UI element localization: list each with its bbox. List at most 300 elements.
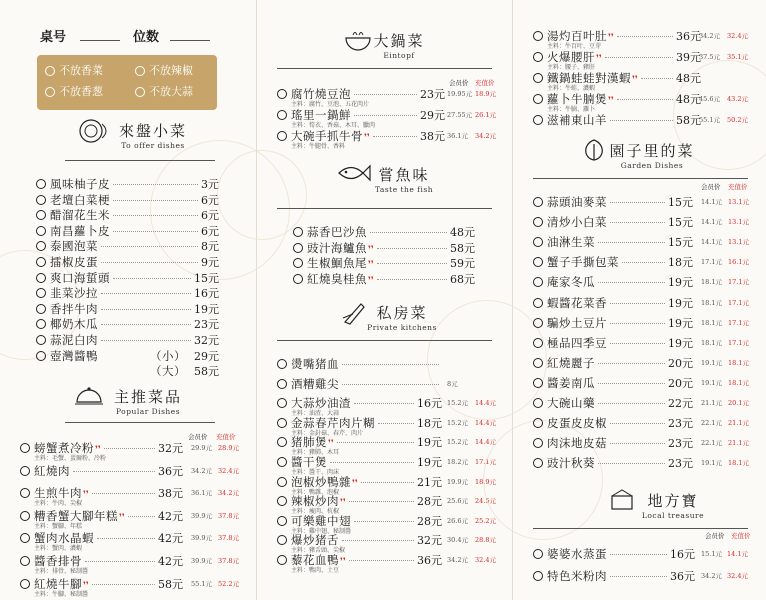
item-select-radio[interactable] <box>533 458 543 468</box>
item-select-radio[interactable] <box>277 89 287 99</box>
item-name: 豉汁海鱸魚 <box>307 240 367 255</box>
item-ingredients: 主料：毛蟹、蛋爾粉、冷粉 <box>34 455 107 462</box>
menu-item-row[interactable] <box>533 214 693 230</box>
leader-dots <box>377 248 447 249</box>
member-price: 27.55元 <box>447 111 473 119</box>
item-name: 瑤里一鍋鮮 <box>291 108 351 122</box>
leader-dots <box>370 232 447 233</box>
item-ingredients: 主料：鴨雜、泡椒 <box>291 488 340 496</box>
section-divider <box>533 178 748 179</box>
item-select-radio[interactable] <box>20 533 30 543</box>
item-select-radio[interactable] <box>277 496 287 506</box>
spicy-icon: ❜❜ <box>632 75 638 85</box>
menu-item-row[interactable] <box>277 376 442 392</box>
item-name: 鐵鍋蛙蛙對漢蝦 <box>547 71 631 85</box>
item-price: 20元 <box>668 376 693 390</box>
item-select-radio[interactable] <box>277 131 287 141</box>
cabbage-icon <box>581 138 607 162</box>
leader-dots <box>617 99 673 100</box>
member-price: 22.1元 <box>701 419 722 428</box>
option-radio[interactable] <box>45 66 55 76</box>
option-no-coriander[interactable]: 不放香菜 <box>45 62 103 78</box>
leader-dots <box>349 560 414 561</box>
item-name: 油淋生菜 <box>547 235 595 250</box>
item-select-radio[interactable] <box>533 549 543 559</box>
recharge-price-header: 充值价 <box>216 433 236 441</box>
recharge-price: 14.4元 <box>475 418 496 427</box>
leader-dots <box>92 493 155 494</box>
item-name: 大碗山藥 <box>547 396 595 410</box>
item-name: 螃蟹煮冷粉 <box>34 441 94 455</box>
menu-column-3 <box>512 0 766 600</box>
item-price: 8元 <box>201 240 219 254</box>
leader-dots <box>113 231 198 232</box>
item-name: 南昌蘿卜皮 <box>50 223 110 238</box>
member-price: 8元 <box>447 379 458 388</box>
menu-item-row[interactable] <box>36 285 219 301</box>
item-select-radio[interactable] <box>277 398 287 408</box>
menu-item-row[interactable] <box>533 335 693 351</box>
item-name: 老壇白菜梗 <box>50 192 110 207</box>
item-select-radio[interactable] <box>277 359 287 369</box>
item-price: 58元 <box>450 241 475 255</box>
item-name: 紅燒牛腳 <box>34 576 82 591</box>
item-price: 15元 <box>194 271 219 285</box>
menu-item-row[interactable] <box>36 207 219 223</box>
item-select-radio[interactable] <box>277 555 287 565</box>
section-header-cold: 來盤小菜 To offer dishes <box>118 122 187 150</box>
item-price: 58元 <box>158 577 183 591</box>
recharge-price: 16.1元 <box>728 258 749 267</box>
leader-dots <box>378 423 414 424</box>
item-price: 19元 <box>668 276 693 290</box>
recharge-price: 13.1元 <box>728 198 749 206</box>
item-ingredients: 主料：腐竹、豆泡、五花肉片 <box>291 101 370 108</box>
item-select-radio[interactable] <box>36 273 46 283</box>
item-ingredients: 主料：牛百叶、豆芽 <box>547 43 602 50</box>
member-price-header: 会员价 <box>188 433 208 441</box>
menu-item-row[interactable] <box>293 271 475 287</box>
item-name: 豉汁秋葵 <box>547 456 595 471</box>
recharge-price: 18.9元 <box>475 90 496 98</box>
item-select-radio[interactable] <box>533 398 543 408</box>
leader-dots <box>610 423 665 424</box>
recharge-price-header: 充值价 <box>728 183 748 191</box>
menu-item-row[interactable] <box>533 355 693 371</box>
member-price: 34.2元 <box>701 571 722 580</box>
leader-dots <box>128 516 155 517</box>
item-select-radio[interactable] <box>36 179 46 189</box>
option-no-garlic[interactable]: 不放大蒜 <box>135 83 193 99</box>
item-select-radio[interactable] <box>533 378 543 388</box>
seat-count-field[interactable] <box>170 40 210 41</box>
item-price: 15元 <box>668 216 693 230</box>
item-select-radio[interactable] <box>533 438 543 448</box>
option-no-chili[interactable]: 不放辣椒 <box>135 62 193 78</box>
item-name: 極品四季豆 <box>547 335 607 350</box>
item-name: 蟹肉水晶蝦 <box>34 531 94 546</box>
item-select-radio[interactable] <box>36 210 46 220</box>
item-select-radio[interactable] <box>20 556 30 566</box>
item-name: 蟹子手撕包菜 <box>547 255 619 270</box>
item-price: 19元 <box>194 302 219 316</box>
member-price: 26.6元 <box>447 516 468 525</box>
item-ingredients: 主料：豬肺、木耳 <box>291 449 340 457</box>
item-select-radio[interactable] <box>36 319 46 329</box>
item-price: 32元 <box>417 534 442 548</box>
item-select-radio[interactable] <box>20 466 30 476</box>
item-name: 皮蛋皮皮椒 <box>547 416 607 431</box>
recharge-price: 18.1元 <box>728 358 749 367</box>
item-select-radio[interactable] <box>533 73 543 83</box>
item-price: 6元 <box>201 209 219 223</box>
item-price: 18元 <box>668 256 693 270</box>
spicy-icon: ❜❜ <box>368 244 374 255</box>
member-price: 37.5元 <box>699 53 720 61</box>
item-price: 15元 <box>668 196 693 209</box>
item-name: 醬干煲 <box>291 455 327 469</box>
item-ingredients: 主料：牛肉、尖椒 <box>34 500 83 508</box>
item-name: 擂椒皮蛋 <box>50 255 98 269</box>
item-select-radio[interactable] <box>36 257 46 267</box>
menu-item-row[interactable] <box>533 234 693 250</box>
item-ingredients: 主料：排骨、秘制醬 <box>34 568 89 575</box>
member-price: 55.1元 <box>699 116 720 124</box>
item-price: 29元 <box>420 109 445 122</box>
item-price: 23元 <box>194 318 219 332</box>
member-price: 18.1元 <box>701 298 722 307</box>
item-name: 肉沫地皮菇 <box>547 436 607 451</box>
member-price: 21.1元 <box>701 399 722 407</box>
member-price: 45.6元 <box>699 95 720 103</box>
item-price: 28元 <box>417 495 442 509</box>
item-name: 風味柚子皮 <box>50 177 110 191</box>
item-ingredients: 主料：腰子、豬肝 <box>547 64 596 71</box>
item-select-radio[interactable] <box>36 195 46 205</box>
menu-item-row[interactable] <box>36 363 219 379</box>
item-price: 19元 <box>668 296 693 310</box>
item-select-radio[interactable] <box>36 335 46 345</box>
item-ingredients: 主料：醬干、肉沫 <box>291 469 340 476</box>
item-price: 9元 <box>201 256 219 269</box>
item-select-radio[interactable] <box>293 227 303 237</box>
item-ingredients: 主料：牛蛙、濃蝦 <box>547 85 596 92</box>
recharge-price: 37.8元 <box>218 511 239 520</box>
menu-item-row[interactable] <box>533 568 695 584</box>
member-price: 55.1元 <box>191 579 212 588</box>
menu-item-row[interactable] <box>533 435 693 451</box>
menu-item-row[interactable] <box>533 546 695 562</box>
menu-item-row[interactable] <box>533 112 701 128</box>
member-price: 19.1元 <box>701 378 722 387</box>
member-price: 25.6元 <box>447 497 468 506</box>
plate-icon <box>78 118 112 144</box>
leader-dots <box>104 448 155 449</box>
item-name: 香拌牛肉 <box>50 301 98 316</box>
item-price: 42元 <box>158 509 183 523</box>
item-price: 38元 <box>420 130 445 143</box>
recharge-price: 24.5元 <box>475 497 496 506</box>
item-name: 辣椒炒肉 <box>291 494 339 509</box>
option-radio[interactable] <box>135 87 145 97</box>
item-name: 婆婆水蒸蛋 <box>547 547 607 561</box>
item-select-radio[interactable] <box>293 258 303 268</box>
item-price: 32元 <box>158 442 183 455</box>
recharge-price: 35.1元 <box>727 53 748 61</box>
option-no-scallion[interactable]: 不放香葱 <box>45 83 103 99</box>
recharge-price: 14.4元 <box>475 438 496 447</box>
menu-item-row[interactable] <box>36 223 219 239</box>
item-select-radio[interactable] <box>293 274 303 284</box>
menu-item-row[interactable] <box>36 301 219 317</box>
item-select-radio[interactable] <box>533 318 543 328</box>
item-price: 21元 <box>417 475 442 489</box>
item-price: 36元 <box>676 30 701 43</box>
menu-item-row[interactable] <box>20 463 183 479</box>
item-price: 36元 <box>417 554 442 567</box>
table-number-label: 桌号 <box>40 30 67 45</box>
spicy-icon: ❜❜ <box>83 580 89 591</box>
menu-item-row[interactable] <box>533 254 693 270</box>
item-ingredients: 主料：金針菇、春芹、肉片 <box>291 429 364 437</box>
recharge-price: 18.1元 <box>728 459 749 468</box>
item-select-radio[interactable] <box>533 237 543 247</box>
item-price: 68元 <box>450 272 475 286</box>
recharge-price: 43.2元 <box>727 95 748 103</box>
leader-dots <box>97 538 155 539</box>
leader-dots <box>361 482 414 483</box>
item-name: 大蒜炒油渣 <box>291 396 351 411</box>
item-select-radio[interactable] <box>277 516 287 526</box>
item-price: 29元 <box>194 349 219 363</box>
menu-item-row[interactable] <box>533 415 693 431</box>
menu-item-row[interactable] <box>293 255 475 271</box>
leader-dots <box>354 521 414 522</box>
item-price: 36元 <box>158 464 183 478</box>
member-price: 17.1元 <box>701 258 722 267</box>
item-ingredients: 主料：瘦肉、杭椒 <box>291 508 340 516</box>
item-select-radio[interactable] <box>20 511 30 521</box>
option-radio[interactable] <box>135 66 145 76</box>
recharge-price: 25.2元 <box>475 516 496 525</box>
recharge-price: 17.1元 <box>728 338 749 347</box>
item-name: 椰奶木瓜 <box>50 317 98 332</box>
menu-item-row[interactable] <box>277 356 442 372</box>
menu-item-row[interactable] <box>533 194 693 210</box>
leader-dots <box>342 364 439 365</box>
item-select-radio[interactable] <box>533 257 543 267</box>
leader-dots <box>598 463 665 464</box>
item-select-radio[interactable] <box>36 304 46 314</box>
member-price: 14.1元 <box>701 218 722 227</box>
leader-dots <box>337 442 414 443</box>
preference-box <box>37 55 217 110</box>
recharge-price: 37.8元 <box>218 534 239 543</box>
item-select-radio[interactable] <box>36 288 46 298</box>
section-header-main: 主推菜品 Popular Dishes <box>113 388 182 416</box>
menu-item-row[interactable] <box>533 295 693 311</box>
item-name: 庵家冬瓜 <box>547 275 595 290</box>
leader-dots <box>342 540 414 541</box>
item-price: 19元 <box>668 336 693 350</box>
item-price: 39元 <box>676 51 701 64</box>
leader-dots <box>622 262 665 263</box>
member-price: 19.95元 <box>447 90 473 98</box>
item-price: 19元 <box>668 316 693 330</box>
menu-item-row[interactable] <box>36 348 219 364</box>
spicy-icon: ❜❜ <box>83 490 89 501</box>
item-ingredients: 主料：豬舌頭、尖椒 <box>291 547 346 555</box>
item-price: 42元 <box>158 532 183 546</box>
spicy-icon: ❜❜ <box>95 445 101 455</box>
item-select-radio[interactable] <box>277 457 287 467</box>
member-price: 39.9元 <box>191 534 212 543</box>
item-select-radio[interactable] <box>36 351 46 361</box>
member-price: 14.1元 <box>701 238 722 247</box>
item-select-radio[interactable] <box>533 358 543 368</box>
item-select-radio[interactable] <box>293 243 303 253</box>
menu-column-2 <box>256 0 512 600</box>
recharge-price: 17.1元 <box>728 298 749 307</box>
item-select-radio[interactable] <box>533 418 543 428</box>
member-price: 36.1元 <box>191 489 212 498</box>
item-select-radio[interactable] <box>533 197 543 207</box>
member-price: 18.1元 <box>701 318 722 327</box>
member-price: 36.1元 <box>447 132 468 140</box>
item-select-radio[interactable] <box>277 437 287 447</box>
leader-dots <box>101 246 198 247</box>
item-select-radio[interactable] <box>533 338 543 348</box>
menu-item-row[interactable] <box>36 270 219 286</box>
item-select-radio[interactable] <box>533 115 543 125</box>
item-select-radio[interactable] <box>533 571 543 581</box>
section-header-garden: 園子里的菜 Garden Dishes <box>609 142 695 170</box>
leader-dots <box>610 554 667 555</box>
item-select-radio[interactable] <box>533 298 543 308</box>
leader-dots <box>598 282 665 283</box>
item-name: 大碗手抓牛骨 <box>291 129 363 143</box>
item-price: 36元 <box>670 569 695 583</box>
recharge-price: 20.1元 <box>728 399 749 407</box>
menu-item-row[interactable] <box>36 192 219 208</box>
item-select-radio[interactable] <box>533 217 543 227</box>
item-name: 爆炒猪舌 <box>291 533 339 548</box>
item-select-radio[interactable] <box>20 488 30 498</box>
item-name: 醬香排骨 <box>34 554 82 568</box>
item-select-radio[interactable] <box>277 535 287 545</box>
menu-item-row[interactable] <box>36 332 219 348</box>
recharge-price: 28.9元 <box>218 444 239 452</box>
item-select-radio[interactable] <box>277 418 287 428</box>
leader-dots <box>73 471 155 472</box>
spicy-icon: ❜❜ <box>340 498 346 509</box>
leader-dots <box>113 184 198 185</box>
item-name: 湯灼百叶肚 <box>547 29 607 43</box>
item-price: 3元 <box>201 178 219 191</box>
item-select-radio[interactable] <box>533 31 543 41</box>
leader-dots <box>101 340 191 341</box>
item-name: 泡椒炒鴨雜 <box>291 474 351 489</box>
menu-item-row[interactable] <box>533 395 693 411</box>
leader-dots <box>610 202 665 203</box>
item-name: 壺灣醬鴨 <box>50 348 98 363</box>
leader-dots <box>113 200 198 201</box>
item-select-radio[interactable] <box>533 277 543 287</box>
section-header-stew: 大鍋菜 Eintopf <box>373 32 425 60</box>
menu-item-row[interactable] <box>36 238 219 254</box>
menu-item-row[interactable] <box>36 316 219 332</box>
menu-item-row[interactable] <box>293 224 475 240</box>
member-price: 39.9元 <box>191 511 212 520</box>
item-select-radio[interactable] <box>533 52 543 62</box>
spicy-icon: ❜❜ <box>596 54 602 64</box>
menu-item-row[interactable] <box>293 240 475 256</box>
member-price: 30.4元 <box>447 536 468 545</box>
table-number-field[interactable] <box>80 40 120 41</box>
spicy-icon: ❜❜ <box>608 33 614 43</box>
menu-item-row[interactable] <box>533 274 693 290</box>
section-divider <box>65 160 215 161</box>
menu-item-row[interactable] <box>533 455 693 471</box>
spicy-icon: ❜❜ <box>328 439 334 450</box>
item-name: 糟香蟹大腳年糕 <box>34 508 118 523</box>
item-select-radio[interactable] <box>277 110 287 120</box>
item-name: 蘿卜牛腩煲 <box>547 92 607 106</box>
item-select-radio[interactable] <box>533 94 543 104</box>
menu-item-row[interactable] <box>36 176 219 192</box>
item-select-radio[interactable] <box>20 443 30 453</box>
leader-dots <box>605 57 673 58</box>
recharge-price: 32.4元 <box>218 466 239 475</box>
recharge-price-header: 充值价 <box>731 532 751 540</box>
item-select-radio[interactable] <box>36 241 46 251</box>
treasure-icon <box>609 488 635 512</box>
recharge-price: 28.8元 <box>475 536 496 545</box>
item-ingredients: 主料：油渣、大蒜 <box>291 410 340 418</box>
item-ingredients: 主料：筍衣、香菇、木耳、臘肉 <box>291 122 376 129</box>
item-price: 16元 <box>417 397 442 411</box>
item-select-radio[interactable] <box>36 226 46 236</box>
menu-item-row[interactable] <box>533 375 693 391</box>
menu-column-1 <box>0 0 256 600</box>
member-price-header: 会员价 <box>705 532 725 540</box>
item-price: 23元 <box>668 417 693 431</box>
item-select-radio[interactable] <box>277 477 287 487</box>
item-price: 48元 <box>676 72 701 85</box>
recharge-price: 34.2元 <box>475 132 496 140</box>
item-name: 紅燒麗子 <box>547 355 595 370</box>
menu-item-row[interactable] <box>36 254 219 270</box>
item-select-radio[interactable] <box>277 379 287 389</box>
member-price: 39.9元 <box>191 557 212 565</box>
recharge-price: 21.1元 <box>728 439 749 448</box>
member-price: 22.1元 <box>701 439 722 448</box>
item-name: 紅燒臭桂魚 <box>307 271 367 286</box>
item-price: 16元 <box>194 287 219 301</box>
spicy-icon: ❜❜ <box>608 96 614 106</box>
leader-dots <box>641 78 673 79</box>
option-radio[interactable] <box>45 87 55 97</box>
menu-item-row[interactable] <box>533 315 693 331</box>
spicy-icon: ❜❜ <box>340 557 346 567</box>
item-price: 23元 <box>668 437 693 451</box>
section-divider <box>277 208 492 209</box>
leader-dots <box>85 561 155 562</box>
item-name: 泰國泡菜 <box>50 239 98 254</box>
member-price: 29.9元 <box>191 444 212 452</box>
item-select-radio[interactable] <box>20 579 30 589</box>
leader-dots <box>610 576 667 577</box>
